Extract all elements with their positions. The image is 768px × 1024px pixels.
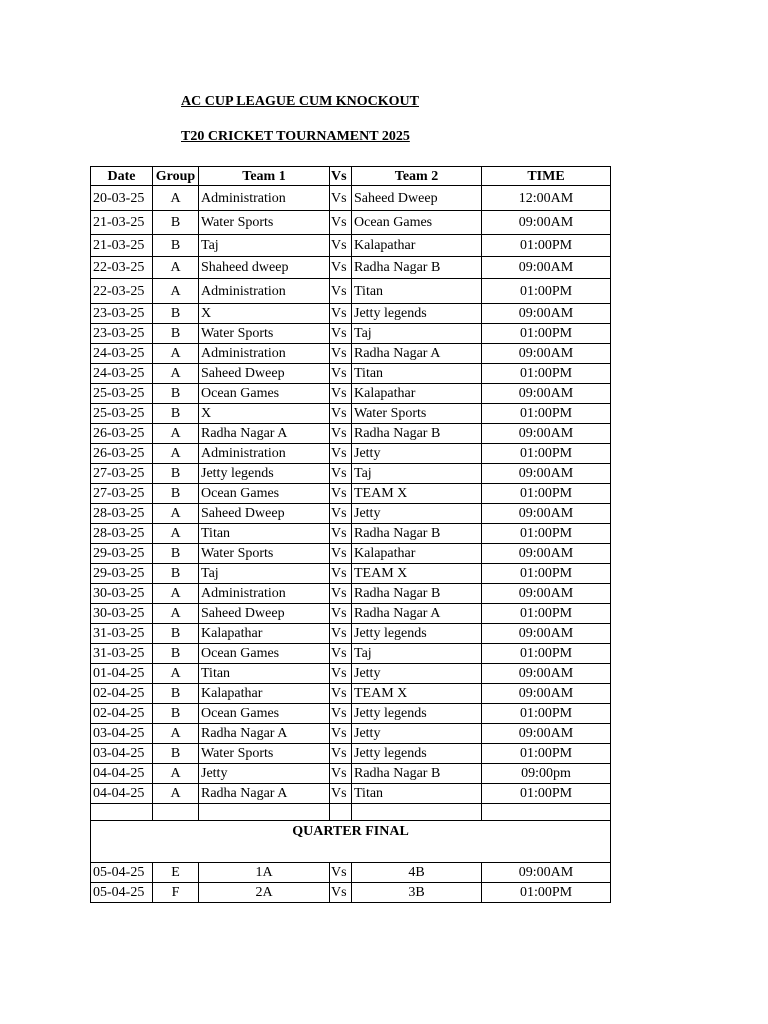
match-row (91, 279, 611, 304)
match-group: E (153, 863, 199, 883)
match-time: 01:00PM (482, 604, 611, 624)
match-time: 09:00AM (482, 624, 611, 644)
match-team1: Jetty (199, 764, 330, 784)
match-time: 09:00AM (482, 344, 611, 364)
document-subtitle: T20 CRICKET TOURNAMENT 2025 (181, 129, 410, 144)
match-team2: Radha Nagar A (352, 344, 482, 364)
match-vs: Vs (330, 257, 352, 279)
match-time: 01:00PM (482, 883, 611, 903)
match-group: A (153, 524, 199, 544)
match-date: 26-03-25 (91, 424, 153, 444)
match-team1: Radha Nagar A (199, 724, 330, 744)
match-row (91, 784, 611, 804)
match-team2: TEAM X (352, 684, 482, 704)
match-vs: Vs (330, 524, 352, 544)
match-row (91, 504, 611, 524)
match-group: A (153, 257, 199, 279)
match-date: 21-03-25 (91, 235, 153, 257)
match-time: 09:00AM (482, 211, 611, 235)
match-row (91, 604, 611, 624)
match-group: A (153, 344, 199, 364)
document-title: AC CUP LEAGUE CUM KNOCKOUT (181, 94, 420, 109)
match-team1: 2A (199, 883, 330, 903)
match-team1: 1A (199, 863, 330, 883)
match-vs: Vs (330, 664, 352, 684)
match-team2: TEAM X (352, 484, 482, 504)
match-date: 22-03-25 (91, 257, 153, 279)
match-group: A (153, 664, 199, 684)
match-team1: Kalapathar (199, 624, 330, 644)
match-team2: Jetty (352, 664, 482, 684)
match-team1: Ocean Games (199, 644, 330, 664)
match-team2: Taj (352, 464, 482, 484)
match-team2: Water Sports (352, 404, 482, 424)
match-vs: Vs (330, 364, 352, 384)
blank-cell (330, 804, 352, 821)
match-date: 25-03-25 (91, 404, 153, 424)
match-date: 21-03-25 (91, 211, 153, 235)
match-date: 02-04-25 (91, 704, 153, 724)
match-vs: Vs (330, 324, 352, 344)
match-team2: Jetty (352, 504, 482, 524)
match-date: 31-03-25 (91, 624, 153, 644)
match-date: 05-04-25 (91, 863, 153, 883)
match-date: 22-03-25 (91, 279, 153, 304)
quarter-final-heading: QUARTER FINAL (91, 821, 611, 863)
match-group: A (153, 186, 199, 211)
match-vs: Vs (330, 744, 352, 764)
match-vs: Vs (330, 544, 352, 564)
match-row (91, 684, 611, 704)
match-group: B (153, 211, 199, 235)
match-vs: Vs (330, 211, 352, 235)
match-group: A (153, 424, 199, 444)
match-vs: Vs (330, 384, 352, 404)
match-row (91, 564, 611, 584)
match-time: 09:00AM (482, 544, 611, 564)
match-date: 03-04-25 (91, 744, 153, 764)
match-time: 09:00AM (482, 863, 611, 883)
match-team1: Administration (199, 279, 330, 304)
match-row (91, 257, 611, 279)
header-time: TIME (482, 167, 611, 186)
blank-row (91, 804, 611, 821)
match-time: 01:00PM (482, 564, 611, 584)
match-date: 28-03-25 (91, 524, 153, 544)
match-date: 27-03-25 (91, 464, 153, 484)
match-team1: Kalapathar (199, 684, 330, 704)
header-group: Group (153, 167, 199, 186)
match-vs: Vs (330, 344, 352, 364)
match-team2: 3B (352, 883, 482, 903)
match-row (91, 186, 611, 211)
match-team1: Saheed Dweep (199, 504, 330, 524)
match-group: B (153, 704, 199, 724)
match-date: 23-03-25 (91, 304, 153, 324)
match-time: 01:00PM (482, 784, 611, 804)
match-date: 24-03-25 (91, 344, 153, 364)
match-date: 29-03-25 (91, 544, 153, 564)
match-team2: TEAM X (352, 564, 482, 584)
match-row (91, 724, 611, 744)
match-time: 09:00AM (482, 464, 611, 484)
match-group: B (153, 324, 199, 344)
match-team1: Water Sports (199, 324, 330, 344)
match-team2: Saheed Dweep (352, 186, 482, 211)
match-vs: Vs (330, 424, 352, 444)
match-date: 20-03-25 (91, 186, 153, 211)
match-date: 26-03-25 (91, 444, 153, 464)
match-team1: Administration (199, 344, 330, 364)
match-group: A (153, 724, 199, 744)
match-row (91, 384, 611, 404)
header-vs: Vs (330, 167, 352, 186)
match-group: B (153, 544, 199, 564)
match-row (91, 644, 611, 664)
match-row (91, 584, 611, 604)
match-group: B (153, 644, 199, 664)
match-vs: Vs (330, 724, 352, 744)
match-vs: Vs (330, 784, 352, 804)
match-vs: Vs (330, 863, 352, 883)
match-date: 05-04-25 (91, 883, 153, 903)
blank-cell (153, 804, 199, 821)
match-date: 24-03-25 (91, 364, 153, 384)
match-time: 01:00PM (482, 404, 611, 424)
match-vs: Vs (330, 624, 352, 644)
match-date: 31-03-25 (91, 644, 153, 664)
match-time: 01:00PM (482, 235, 611, 257)
quarter-final-matches (91, 863, 611, 903)
match-row (91, 704, 611, 724)
match-group: A (153, 444, 199, 464)
match-team1: Radha Nagar A (199, 424, 330, 444)
match-group: B (153, 624, 199, 644)
match-team1: X (199, 404, 330, 424)
blank-cell (352, 804, 482, 821)
match-vs: Vs (330, 304, 352, 324)
match-date: 02-04-25 (91, 684, 153, 704)
match-vs: Vs (330, 704, 352, 724)
match-row (91, 364, 611, 384)
match-row (91, 211, 611, 235)
match-row (91, 524, 611, 544)
match-group: A (153, 584, 199, 604)
match-time: 01:00PM (482, 279, 611, 304)
match-time: 09:00AM (482, 257, 611, 279)
match-time: 01:00PM (482, 444, 611, 464)
match-date: 28-03-25 (91, 504, 153, 524)
match-time: 09:00AM (482, 304, 611, 324)
match-vs: Vs (330, 644, 352, 664)
match-row (91, 863, 611, 883)
match-date: 23-03-25 (91, 324, 153, 344)
match-group: A (153, 764, 199, 784)
match-group: B (153, 384, 199, 404)
match-team2: Jetty legends (352, 744, 482, 764)
match-team2: Radha Nagar B (352, 584, 482, 604)
match-team1: Taj (199, 564, 330, 584)
match-team1: Ocean Games (199, 704, 330, 724)
match-team1: Ocean Games (199, 484, 330, 504)
match-row (91, 344, 611, 364)
match-date: 04-04-25 (91, 784, 153, 804)
match-vs: Vs (330, 484, 352, 504)
match-time: 01:00PM (482, 364, 611, 384)
match-team2: Jetty legends (352, 304, 482, 324)
match-team2: Jetty (352, 724, 482, 744)
match-group: B (153, 464, 199, 484)
match-team2: Radha Nagar B (352, 257, 482, 279)
match-vs: Vs (330, 764, 352, 784)
match-time: 09:00AM (482, 504, 611, 524)
match-team1: Titan (199, 664, 330, 684)
header-row (91, 167, 611, 186)
match-team2: Taj (352, 644, 482, 664)
match-row (91, 424, 611, 444)
match-team1: Administration (199, 584, 330, 604)
schedule-table (90, 166, 611, 903)
match-row (91, 883, 611, 903)
match-team2: Titan (352, 364, 482, 384)
match-time: 01:00PM (482, 324, 611, 344)
match-team1: X (199, 304, 330, 324)
match-group: B (153, 484, 199, 504)
match-date: 04-04-25 (91, 764, 153, 784)
match-time: 01:00PM (482, 644, 611, 664)
match-team2: Titan (352, 784, 482, 804)
match-vs: Vs (330, 186, 352, 211)
quarter-final-header-row (91, 821, 611, 863)
match-team1: Saheed Dweep (199, 364, 330, 384)
match-group: A (153, 784, 199, 804)
match-time: 12:00AM (482, 186, 611, 211)
match-row (91, 664, 611, 684)
match-vs: Vs (330, 604, 352, 624)
match-team1: Taj (199, 235, 330, 257)
match-team2: Radha Nagar B (352, 524, 482, 544)
match-team2: Jetty (352, 444, 482, 464)
match-team1: Administration (199, 186, 330, 211)
match-row (91, 744, 611, 764)
match-group: B (153, 304, 199, 324)
match-team2: Kalapathar (352, 235, 482, 257)
match-time: 09:00AM (482, 724, 611, 744)
match-row (91, 764, 611, 784)
blank-cell (482, 804, 611, 821)
match-group: B (153, 235, 199, 257)
match-row (91, 624, 611, 644)
match-time: 09:00AM (482, 424, 611, 444)
match-time: 09:00AM (482, 684, 611, 704)
match-team2: 4B (352, 863, 482, 883)
match-group: A (153, 279, 199, 304)
match-time: 09:00AM (482, 584, 611, 604)
match-row (91, 484, 611, 504)
match-team1: Ocean Games (199, 384, 330, 404)
match-vs: Vs (330, 404, 352, 424)
match-team2: Kalapathar (352, 384, 482, 404)
match-team2: Ocean Games (352, 211, 482, 235)
league-matches (91, 186, 611, 804)
match-team2: Jetty legends (352, 704, 482, 724)
match-team2: Radha Nagar A (352, 604, 482, 624)
match-team2: Radha Nagar B (352, 424, 482, 444)
match-team2: Kalapathar (352, 544, 482, 564)
match-team2: Jetty legends (352, 624, 482, 644)
match-group: B (153, 684, 199, 704)
match-team1: Saheed Dweep (199, 604, 330, 624)
match-group: A (153, 364, 199, 384)
match-vs: Vs (330, 584, 352, 604)
match-vs: Vs (330, 504, 352, 524)
match-vs: Vs (330, 444, 352, 464)
match-date: 01-04-25 (91, 664, 153, 684)
header-team2: Team 2 (352, 167, 482, 186)
match-time: 01:00PM (482, 524, 611, 544)
match-row (91, 464, 611, 484)
match-group: B (153, 744, 199, 764)
blank-cell (91, 804, 153, 821)
match-team2: Radha Nagar B (352, 764, 482, 784)
match-team1: Radha Nagar A (199, 784, 330, 804)
spacer-section (91, 804, 611, 863)
match-group: B (153, 404, 199, 424)
match-team1: Titan (199, 524, 330, 544)
match-row (91, 235, 611, 257)
match-vs: Vs (330, 684, 352, 704)
match-row (91, 304, 611, 324)
match-team1: Water Sports (199, 544, 330, 564)
match-row (91, 444, 611, 464)
match-time: 09:00AM (482, 664, 611, 684)
match-time: 09:00AM (482, 384, 611, 404)
match-time: 09:00pm (482, 764, 611, 784)
match-row (91, 544, 611, 564)
match-vs: Vs (330, 564, 352, 584)
match-time: 01:00PM (482, 744, 611, 764)
match-vs: Vs (330, 883, 352, 903)
match-vs: Vs (330, 279, 352, 304)
match-team1: Shaheed dweep (199, 257, 330, 279)
match-date: 25-03-25 (91, 384, 153, 404)
match-group: A (153, 504, 199, 524)
match-group: A (153, 604, 199, 624)
match-row (91, 404, 611, 424)
match-vs: Vs (330, 235, 352, 257)
match-row (91, 324, 611, 344)
match-group: F (153, 883, 199, 903)
match-team1: Administration (199, 444, 330, 464)
header-team1: Team 1 (199, 167, 330, 186)
match-vs: Vs (330, 464, 352, 484)
match-date: 03-04-25 (91, 724, 153, 744)
match-date: 29-03-25 (91, 564, 153, 584)
match-group: B (153, 564, 199, 584)
match-date: 27-03-25 (91, 484, 153, 504)
match-team2: Taj (352, 324, 482, 344)
match-time: 01:00PM (482, 484, 611, 504)
match-date: 30-03-25 (91, 604, 153, 624)
header-date: Date (91, 167, 153, 186)
blank-cell (199, 804, 330, 821)
match-team1: Water Sports (199, 211, 330, 235)
match-team2: Titan (352, 279, 482, 304)
match-team1: Jetty legends (199, 464, 330, 484)
match-time: 01:00PM (482, 704, 611, 724)
match-team1: Water Sports (199, 744, 330, 764)
match-date: 30-03-25 (91, 584, 153, 604)
